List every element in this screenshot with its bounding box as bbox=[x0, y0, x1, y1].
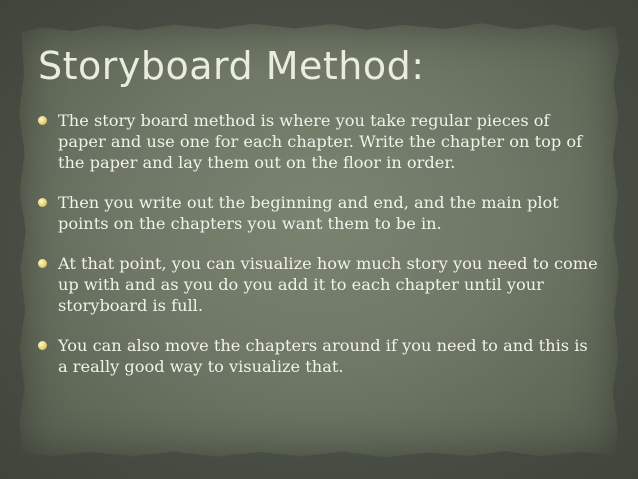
bullet-item-3 bbox=[38, 253, 598, 316]
bullet-icon bbox=[38, 116, 47, 125]
bullet-text-2: Then you write out the beginning and end, and the main plot points on the chapters you want them to be in. bbox=[58, 193, 559, 233]
bullet-icon bbox=[38, 259, 47, 268]
bullet-icon bbox=[38, 198, 47, 207]
bullet-icon bbox=[38, 341, 47, 350]
bullet-text-1: The story board method is where you take regular pieces of paper and use one for each chapter. Write the chapter on top of the paper and lay them out on the floor in order. bbox=[58, 111, 583, 172]
bullet-text-4: You can also move the chapters around if you need to and this is a really good way to visualize that. bbox=[58, 336, 588, 376]
bullet-item-2 bbox=[38, 192, 598, 234]
slide-title: Storyboard Method: bbox=[38, 44, 425, 88]
bullet-text-3: At that point, you can visualize how much story you need to come up with and as you do you add it to each chapter until your storyboard is full. bbox=[58, 254, 598, 315]
bullet-item-1 bbox=[38, 110, 598, 173]
bullet-item-4 bbox=[38, 335, 598, 377]
bullet-list bbox=[38, 110, 598, 396]
